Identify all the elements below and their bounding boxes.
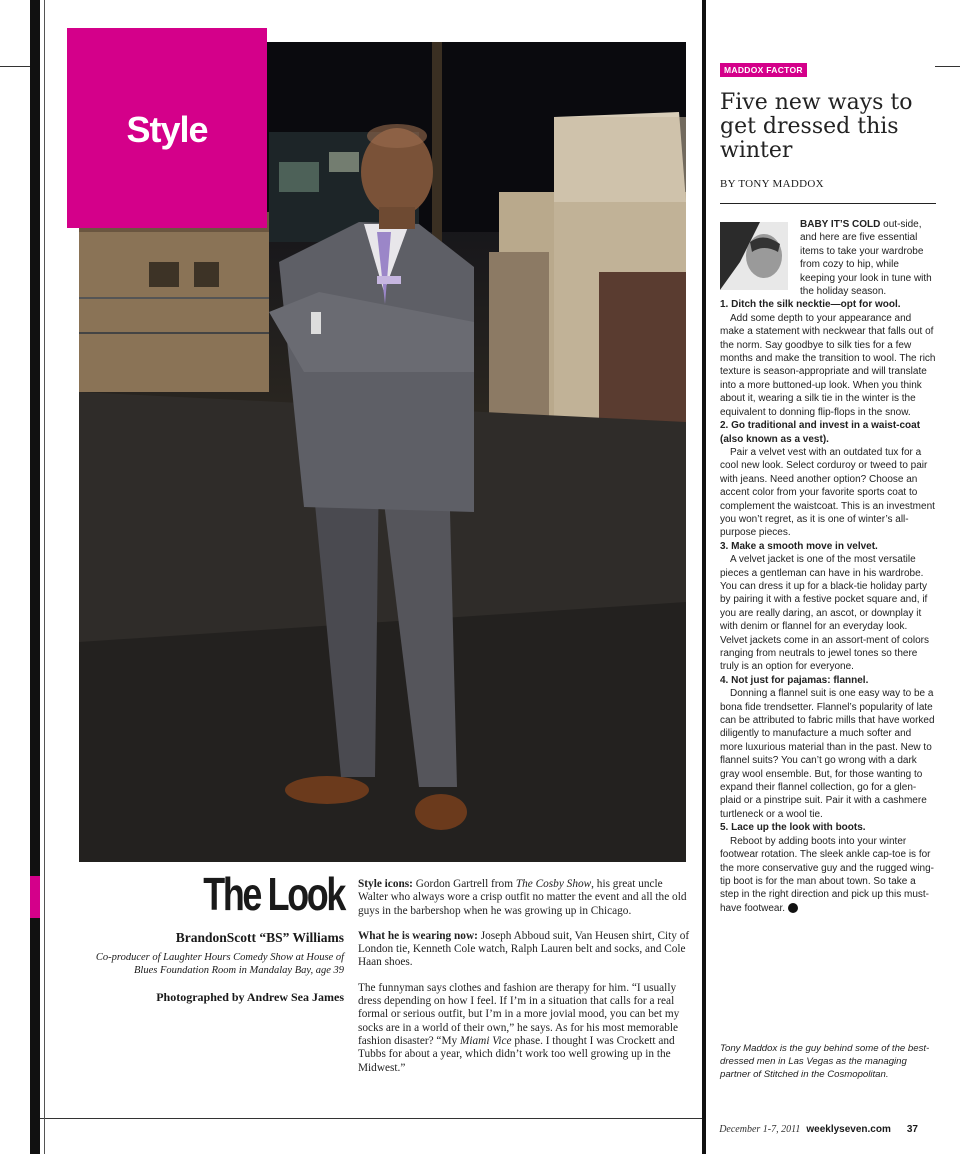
subject-description: Co-producer of Laughter Hours Comedy Show at House of Blues Foundation Room in Mandalay Bay, age 39: [95, 952, 344, 976]
item-heading: 5. Lace up the look with boots.: [720, 822, 866, 834]
end-mark-icon: 7: [788, 903, 798, 913]
item-heading: 4. Not just for pajamas: flannel.: [720, 674, 869, 686]
item-heading: 1. Ditch the silk necktie—opt for wool.: [720, 299, 901, 311]
feature-title: The Look: [203, 868, 344, 920]
feature-body: [358, 878, 690, 1087]
page-footer: [719, 1124, 918, 1135]
item-body: Add some depth to your appearance and make a statement with neckwear that falls out of the norm. Say goodbye to silk ties for a few months and make the transition to wool. The rich texture is season-appropriate and will translate into a more buttoned-up look. When you think about it, wearing a silk tie in the winter is the equivalent to donning flip-flops in the snow.: [720, 312, 936, 418]
issue-date: December 1-7, 2011: [719, 1124, 801, 1135]
item-heading: 2. Go traditional and invest in a waist-coat (also known as a vest).: [720, 420, 921, 445]
author-bio: Tony Maddox is the guy behind some of the best-dressed men in Las Vegas as the managing partner of Stitched in the Cosmopolitan.: [720, 1043, 930, 1080]
quote-text: The funnyman says clothes and fashion are therapy for him. “I usually dress depending on how I feel. If I’m in a situation that calls for a real formal or serious outfit, but I’m in a more jovial mood, you can bet my socks are in a world of their own,” he says. As for his most memorable fashion disaster? “My: [358, 981, 680, 1047]
style-icons-label: Style icons:: [358, 878, 413, 890]
wearing-paragraph: [358, 930, 690, 970]
item-body: Pair a velvet vest with an outdated tux for a cool new look. Select corduroy or tweed to pair with jeans. Need another option? Choose an accent color from your favorite sports coat to complement the waistcoat. This is an investment you won’t regret, as it is one of winter’s all-purpose pieces.: [720, 446, 935, 539]
item-heading: 3. Make a smooth move in velvet.: [720, 540, 878, 552]
bottom-rule: [40, 1118, 702, 1119]
wearing-text: Joseph Abboud suit, Van Heusen shirt, City of London tie, Kenneth Cole watch, Ralph Lauren belt and socks, and Cole Haan shoes.: [358, 929, 690, 969]
style-icons-text: , his great uncle Walter who always wore a crisp outfit no matter the event and all the old guys in the barbershop when he was growing up in Chicago.: [358, 878, 687, 917]
style-icons-text: Gordon Gartrell from: [412, 878, 516, 890]
spine-accent-tab: [30, 876, 40, 918]
website-link[interactable]: weeklyseven.com: [806, 1124, 891, 1135]
column-kicker: MADDOX FACTOR: [720, 63, 807, 77]
show-title: The Cosby Show: [515, 878, 592, 890]
column-separator: [702, 0, 706, 1154]
intro-lead: BABY IT’S COLD: [800, 219, 881, 230]
subject-name: BrandonScott “BS” Williams: [175, 930, 344, 945]
show-title: Miami Vice: [459, 1034, 512, 1047]
column-body: [720, 218, 936, 915]
binding-spine: [30, 0, 40, 1154]
quote-text: phase. I thought I was Crockett and Tubbs for about a year, which didn’t work too well growing up in the Midwest.”: [358, 1034, 675, 1074]
item-body-text: Reboot by adding boots into your winter footwear rotation. The sleek ankle cap-toe is for the more conservative guy and the rugged wing-tip boot is for the man about town. So take a step in the right direction and pick up this must-have footwear.: [720, 835, 935, 914]
column-byline: BY TONY MADDOX: [720, 178, 824, 190]
photo-credit: Photographed by Andrew Sea James: [156, 990, 344, 1004]
item-body: [720, 835, 936, 915]
byline-rule: [720, 203, 936, 204]
item-body: Donning a flannel suit is one easy way to be a bona fide trendsetter. Flannel’s popularity of late can be attributed to fabric mills that have worked diligently to manufacture a much softer and more luxurious material than in the past. New to flannel suits? You can’t go wrong with a dark gray wool ensemble. But, for those wanting to expand their flannel collection, go for a glen-plaid or a pinstripe suit. Pair it with a cashmere turtleneck or a wool tie.: [720, 688, 935, 820]
margin-rule: [0, 66, 30, 67]
intro-text: out-side, and here are five essential items to take your wardrobe from cozy to hip, while keeping your look in tune with the holiday season.: [800, 219, 932, 298]
column-intro: [720, 218, 936, 298]
column-headline: Five new ways to get dressed this winter: [720, 90, 913, 163]
quote-paragraph: [358, 982, 690, 1075]
section-label: Style: [126, 109, 208, 150]
item-body: A velvet jacket is one of the most versatile pieces a gentleman can have in his wardrobe. You can dress it up for a black-tie holiday party by pairing it with a festive pocket square and, if you are really daring, an ascot, or downplay it with denim or flannel for an everyday look. Velvet jackets come in an assort-ment of colors ranging from neutrals to jewel tones so there truly is an option for everyone.: [720, 554, 929, 673]
page-number: 37: [906, 1124, 918, 1135]
margin-rule: [935, 66, 960, 67]
style-icons-paragraph: [358, 878, 690, 918]
section-label-box: [67, 28, 267, 228]
wearing-label: What he is wearing now:: [358, 929, 478, 942]
inner-binding-line: [44, 0, 45, 1154]
